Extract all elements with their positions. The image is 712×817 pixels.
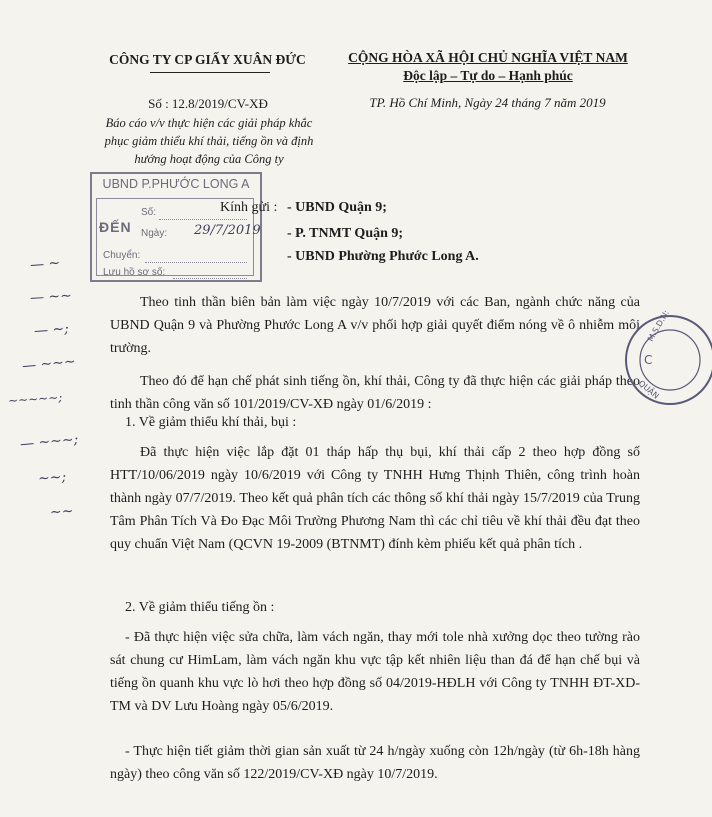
section-text: Đã thực hiện việc lắp đặt 01 tháp hấp thụ bụi, khí thải cấp 2 theo hợp đồng số HTT/10/06/2019 ngày 10/6/2019 với Công ty TNHH Hưng Thịnh Thiên, công trình hoàn thành ngày 07/7/2019. Theo kết quả phân tích các thông số khí thải ngày 15/7/2019 của Trung Tâm Phân Tích Và Đo Đạc Môi Trường Phương Nam thì các chỉ tiêu về khí thải đều đạt theo quy chuẩn Việt Nam (QCVN 19-2009 (BTNMT) đính kèm phiếu kết quả phân tích . — [110, 445, 640, 552]
section-heading: 1. Về giảm thiểu khí thải, bụi : — [125, 415, 297, 430]
section-list-item: - Thực hiện tiết giảm thời gian sản xuất từ 24 h/ngày xuống còn 12h/ngày (từ 6h-18h hàng ngày) theo công văn số 122/2019/CV-XĐ ngày 10/7/2019. — [110, 744, 640, 782]
handwritten-note: — ~~~; — [19, 431, 79, 453]
place-and-date: TP. Hồ Chí Minh, Ngày 24 tháng 7 năm 2019 — [369, 95, 606, 110]
stamp-received-date: 29/7/2019 — [194, 223, 261, 238]
body-paragraph: Theo tinh thần biên bản làm việc ngày 10/7/2019 với các Ban, ngành chức năng của UBND Quận 9 và Phường Phước Long A v/v phối hợp giải quyết điểm nóng về ô nhiễm môi trường. — [110, 295, 640, 356]
document-number: Số : 12.8/2019/CV-XĐ — [148, 96, 268, 111]
handwritten-note: — ~~ — [29, 287, 73, 307]
section-heading: 2. Về giảm thiểu tiếng ồn : — [125, 600, 275, 615]
section-list-item: - Đã thực hiện việc sửa chữa, làm vách ngăn, thay mới tole nhà xưởng dọc theo tường rào sát chung cư HimLam, làm vách ngăn khu vực tập kết nhiên liệu than đá để hạn chế bụi và tiếng ồn quanh khu vực lò hơi theo hợp đồng số 04/2019-HĐLH với Công ty TNHH ĐT-XD-TM và DV Lưu Hoàng ngày 05/6/2019. — [110, 630, 640, 714]
handwritten-note: ~~~~~; — [7, 390, 63, 408]
stamp-number-label: Số: — [141, 207, 157, 218]
stamp-file-label: Lưu hồ sơ số: — [103, 267, 166, 278]
company-name: CÔNG TY CP GIẤY XUÂN ĐỨC — [109, 52, 306, 67]
handwritten-note: ~~; — [37, 469, 67, 487]
svg-text:M.S.D.N:: M.S.D.N: — [645, 308, 671, 343]
received-stamp — [90, 172, 262, 282]
svg-text:QUẬN: QUẬN — [636, 378, 661, 401]
stamp-den-label: ĐẾN — [99, 219, 132, 235]
document-subject: Báo cáo v/v thực hiện các giải pháp khắc phục giảm thiểu khí thải, tiếng ồn và định hướng hoạt động của Công ty — [104, 116, 314, 166]
nation-motto: Độc lập – Tự do – Hạnh phúc — [403, 68, 573, 83]
nation-title: CỘNG HÒA XÃ HỘI CHỦ NGHĨA VIỆT NAM — [348, 50, 628, 65]
handwritten-note: ~~ — [49, 503, 74, 521]
stamp-date-label: Ngày: — [141, 228, 168, 239]
recipient-item: - UBND Quận 9; — [287, 200, 387, 215]
stamp-transfer-line — [145, 261, 247, 263]
svg-text:C: C — [644, 353, 653, 367]
handwritten-note: — ~ — [29, 254, 66, 274]
recipient-item: - P. TNMT Quận 9; — [287, 226, 404, 241]
handwritten-note: — ~~~ — [21, 353, 77, 375]
stamp-authority: UBND P.PHƯỚC LONG A — [102, 177, 250, 191]
handwritten-note: — ~; — [33, 320, 70, 340]
company-name-underline — [150, 72, 270, 73]
company-seal-icon — [622, 308, 712, 408]
recipient-item: - UBND Phường Phước Long A. — [287, 249, 479, 264]
body-paragraph: Theo đó để hạn chế phát sinh tiếng ồn, khí thải, Công ty đã thực hiện các giải pháp theo tinh thần công văn số 101/2019/CV-XĐ ngày 01/6/2019 : — [110, 374, 640, 412]
stamp-file-line — [173, 277, 247, 279]
stamp-number-line — [159, 218, 247, 220]
recipients-label: Kính gửi : — [220, 200, 278, 215]
stamp-transfer-label: Chuyển: — [103, 250, 141, 261]
